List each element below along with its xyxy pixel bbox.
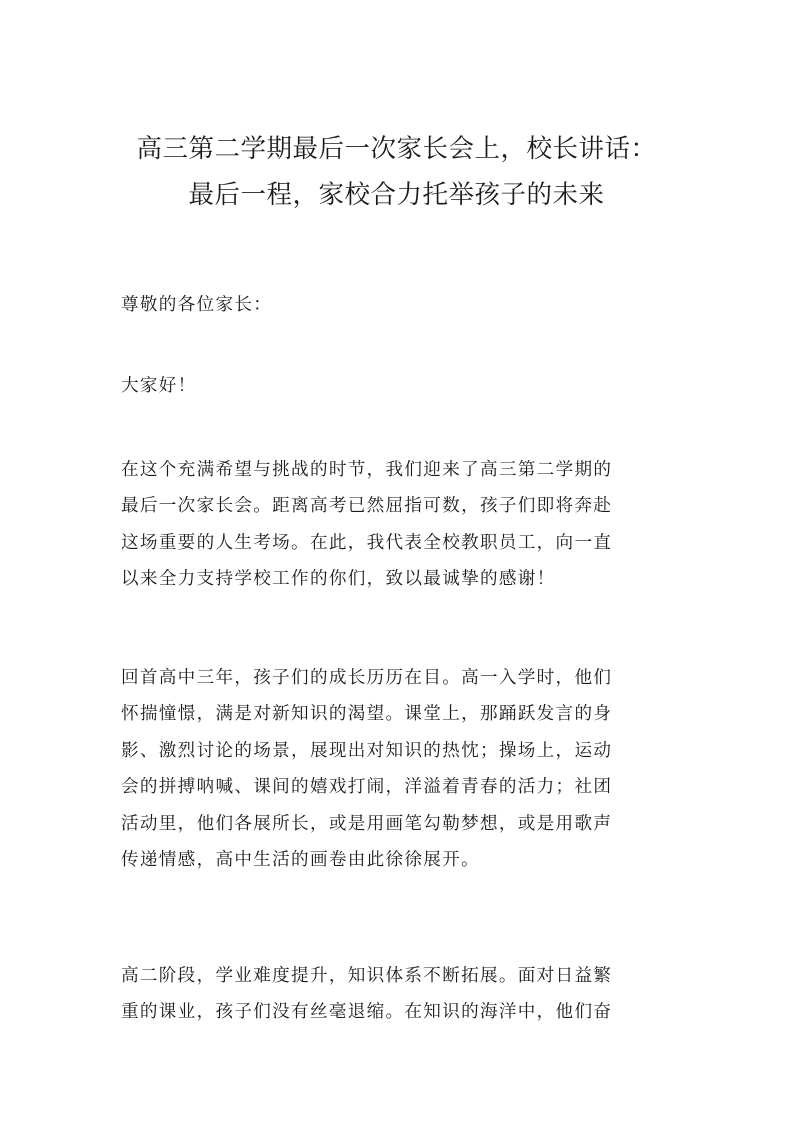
greeting: 尊敬的各位家长： bbox=[121, 295, 273, 315]
paragraph-3 bbox=[121, 958, 681, 1031]
document-title bbox=[60, 126, 733, 218]
title-line-1: 高三第二学期最后一次家长会上，校长讲话： bbox=[136, 134, 657, 164]
paragraph-line: 重的课业，孩子们没有丝毫退缩。在知识的海洋中，他们奋 bbox=[121, 1002, 613, 1023]
paragraph-line: 回首高中三年，孩子们的成长历历在目。高一入学时，他们 bbox=[121, 668, 613, 688]
title-line-2: 最后一程，家校合力托举孩子的未来 bbox=[188, 180, 605, 210]
paragraph-line: 活动里，他们各展所长，或是用画笔勾勒梦想，或是用歌声 bbox=[121, 813, 613, 834]
paragraph-line: 影、激烈讨论的场景，展现出对知识的热忱；操场上，运动 bbox=[121, 740, 613, 761]
paragraph-line: 以来全力支持学校工作的你们，致以最诚挚的感谢！ bbox=[121, 569, 556, 590]
paragraph-line: 怀揣憧憬，满是对新知识的渴望。课堂上，那踊跃发言的身 bbox=[121, 704, 613, 725]
paragraph-line: 在这个充满希望与挑战的时节，我们迎来了高三第二学期的 bbox=[121, 460, 613, 480]
paragraph-line: 最后一次家长会。距离高考已然屈指可数，孩子们即将奔赴 bbox=[121, 496, 613, 517]
paragraph-2 bbox=[121, 660, 681, 878]
hello-line: 大家好！ bbox=[121, 376, 197, 396]
paragraph-1 bbox=[121, 452, 681, 598]
paragraph-line: 高二阶段，学业难度提升，知识体系不断拓展。面对日益繁 bbox=[121, 966, 613, 986]
paragraph-line: 传递情感，高中生活的画卷由此徐徐展开。 bbox=[121, 850, 480, 871]
paragraph-line: 会的拼搏呐喊、课间的嬉戏打闹，洋溢着青春的活力；社团 bbox=[121, 777, 613, 798]
paragraph-line: 这场重要的人生考场。在此，我代表全校教职员工，向一直 bbox=[121, 532, 613, 553]
